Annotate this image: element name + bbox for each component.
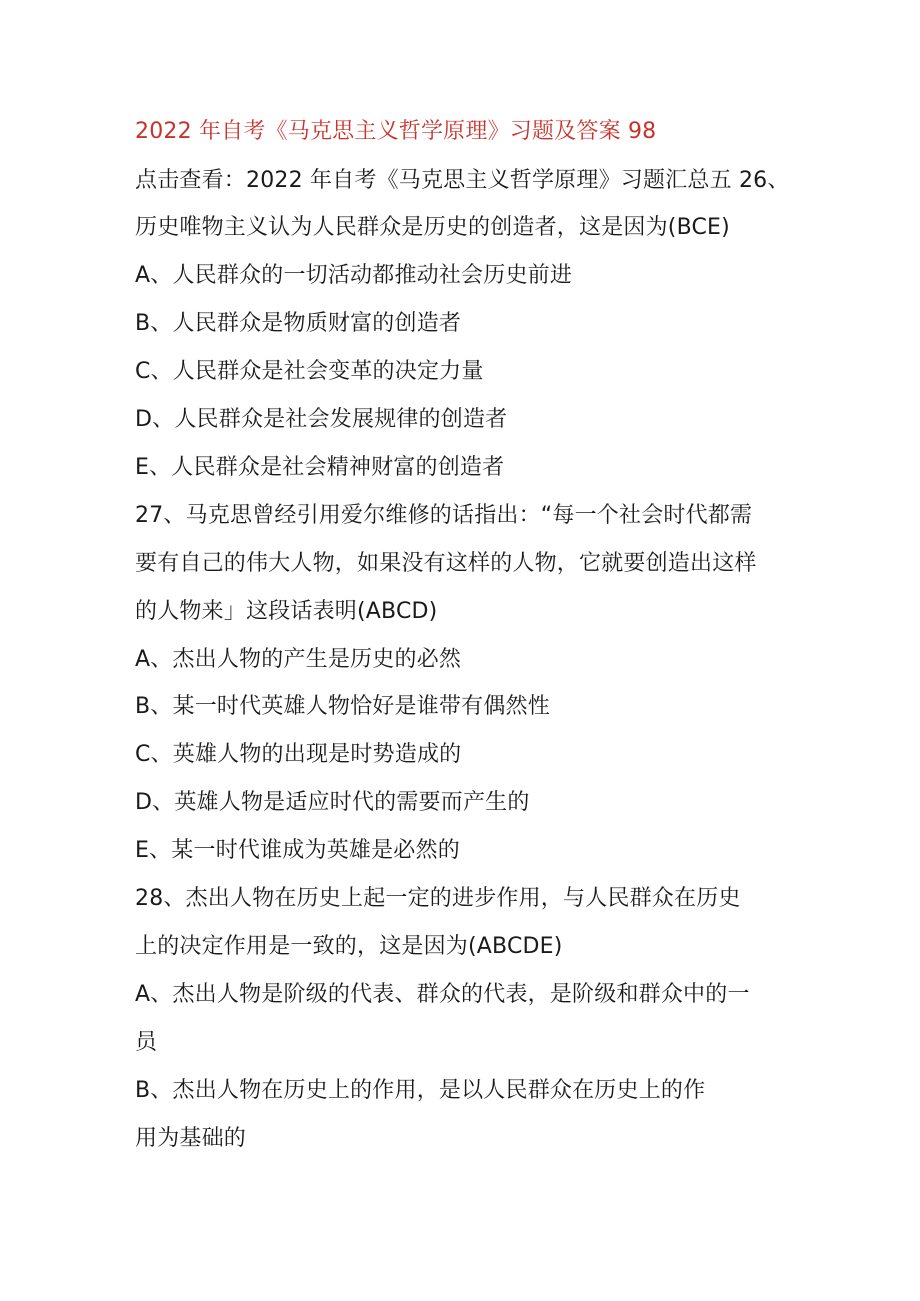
question-28-option-b-line-2: 用为基础的 (135, 1126, 247, 1151)
question-28-stem-line-2: 上的决定作用是一致的，这是因为(ABCDE) (135, 934, 563, 959)
question-26-option-e: E、人民群众是社会精神财富的创造者 (135, 455, 505, 480)
question-27-stem-line-2: 要有自己的伟大人物，如果没有这样的人物，它就要创造出这样 (135, 551, 757, 576)
question-26-option-b: B、人民群众是物质财富的创造者 (135, 311, 462, 336)
question-28-option-a-line-2: 员 (135, 1030, 158, 1055)
question-27-option-e: E、某一时代谁成为英雄是必然的 (135, 838, 460, 863)
question-28-stem-line-1: 28、杰出人物在历史上起一定的进步作用，与人民群众在历史 (135, 886, 741, 911)
question-26-option-d: D、人民群众是社会发展规律的创造者 (135, 407, 508, 432)
document-title: 2022 年自考《马克思主义哲学原理》习题及答案 98 (135, 119, 657, 144)
question-26-option-c: C、人民群众是社会变革的决定力量 (135, 359, 484, 384)
question-27-option-c: C、英雄人物的出现是时势造成的 (135, 742, 462, 767)
question-28-option-a-line-1: A、杰出人物是阶级的代表、群众的代表，是阶级和群众中的一 (135, 982, 750, 1007)
question-27-option-b: B、某一时代英雄人物恰好是谁带有偶然性 (135, 694, 550, 719)
question-26-stem: 历史唯物主义认为人民群众是历史的创造者，这是因为(BCE) (135, 215, 730, 240)
question-27-option-d: D、英雄人物是适应时代的需要而产生的 (135, 790, 530, 815)
text-line: 点击查看：2022 年自考《马克思主义哲学原理》习题汇总五 26、 (135, 168, 790, 193)
question-26-option-a: A、人民群众的一切活动都推动社会历史前进 (135, 263, 573, 288)
question-28-option-b-line-1: B、杰出人物在历史上的作用，是以人民群众在历史上的作 (135, 1078, 706, 1103)
question-27-option-a: A、杰出人物的产生是历史的必然 (135, 647, 462, 672)
question-27-stem-line-1: 27、马克思曾经引用爱尔维修的话指出：“每一个社会时代都需 (135, 503, 753, 528)
question-27-stem-line-3: 的人物来」这段话表明(ABCD) (135, 599, 438, 624)
